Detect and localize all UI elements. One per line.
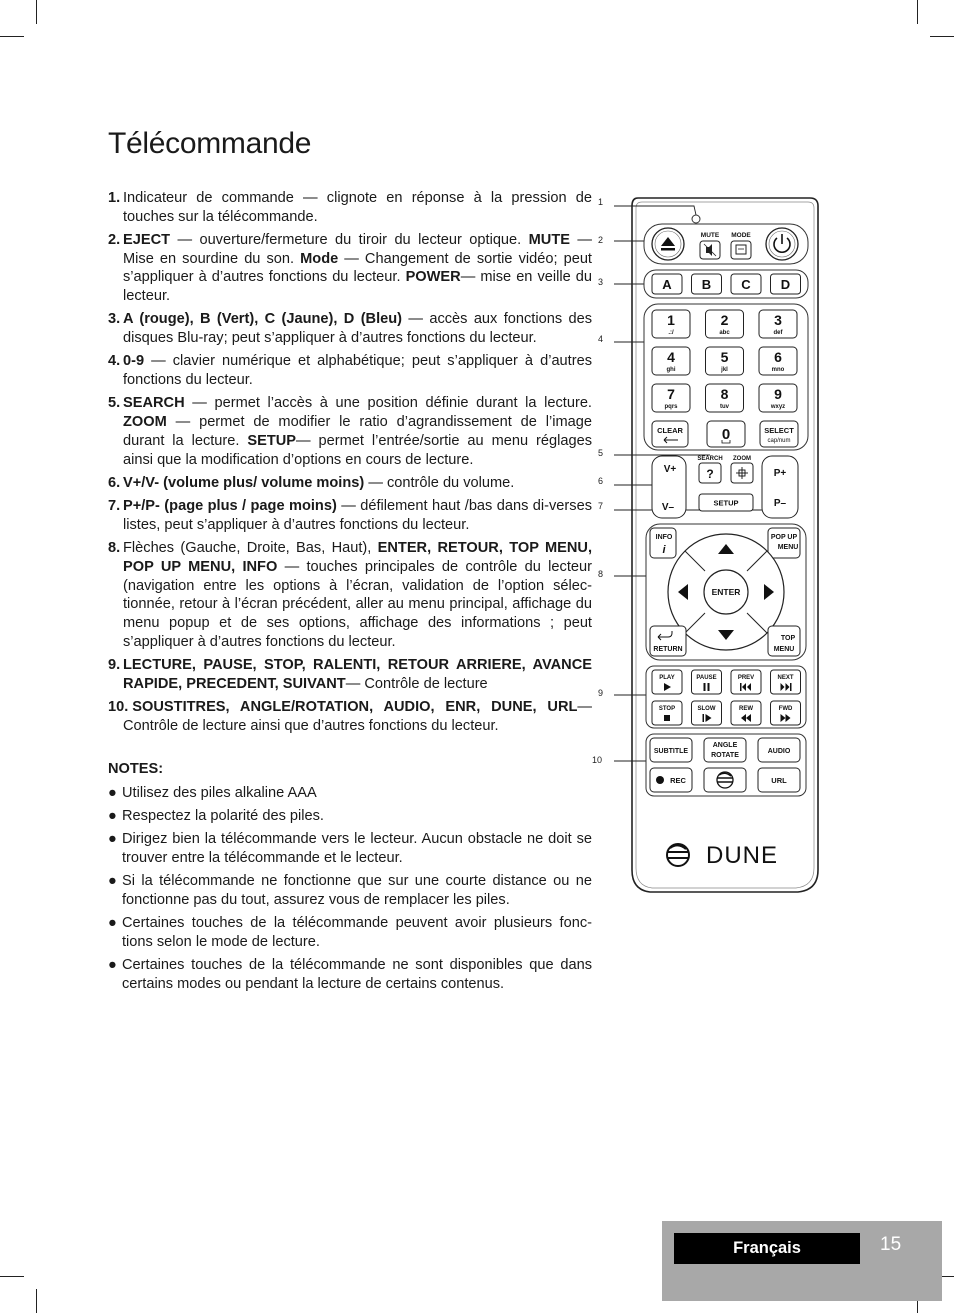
crop-mark	[36, 1289, 37, 1313]
record-dot-icon	[656, 776, 664, 784]
enter-label: ENTER	[711, 587, 741, 597]
digit-label: 7	[667, 386, 675, 402]
top-menu-label: MENU	[773, 646, 795, 653]
item-number: 3.	[108, 311, 121, 328]
select-label: SELECT	[764, 426, 794, 435]
transport-label: PAUSE	[696, 675, 717, 681]
note-text: Respectez la polarité des piles.	[122, 808, 324, 824]
digit-sub-label: abc	[719, 330, 730, 336]
note-text: Certaines touches de la télécommande peuvent avoir plusieurs fonc-tions selon le mode de lecture.	[122, 915, 592, 950]
list-item	[108, 497, 592, 534]
rec-label: REC	[670, 776, 686, 785]
popup-label: POP UP	[770, 534, 798, 541]
digit-sub-label: jkl	[721, 367, 728, 373]
zero-label: 0	[721, 426, 731, 443]
list-item	[108, 474, 592, 493]
notes-list	[108, 784, 592, 994]
item-number: 6.	[108, 474, 121, 491]
note-text: Certaines touches de la télécommande ne sont disponibles que dans certains modes ou pendant la lecture de certains contenus.	[122, 957, 592, 992]
crop-mark	[917, 0, 918, 24]
subtitle-label: SUBTITLE	[653, 748, 689, 755]
list-item	[108, 310, 592, 347]
info-icon: i	[662, 544, 666, 556]
transport-label: STOP	[658, 706, 676, 712]
angle-label: ANGLE	[712, 742, 738, 749]
item-number: 7.	[108, 498, 121, 515]
brand-name: DUNE	[705, 842, 779, 869]
list-item	[108, 189, 592, 226]
digit-label: 3	[774, 312, 782, 328]
p-minus-label: P–	[773, 498, 787, 509]
item-text: Flèches (Gauche, Droite, Bas, Haut), ENTER, RETOUR, TOP MENU, POP UP MENU, INFO — touches principales de contrôle du lecteur (navigation entre les options à l’écran, validation de l’option sélec-tionnée, retour à l’écran précédent, aller au menu principal, affichage du menu popup et de ses options, affichage des informations ; peut s’appliquer à d’autres fonctions du lecteur.	[123, 540, 593, 650]
audio-label: AUDIO	[767, 748, 791, 755]
list-item	[108, 539, 592, 651]
callout-7: 7	[598, 501, 604, 511]
top-label: TOP	[780, 635, 796, 642]
digit-sub-label: def	[773, 330, 783, 336]
item-text: EJECT — ouverture/fermeture du tiroir du lecteur optique. MUTE — Mise en sourdine du son. Mode — Changement de sortie vidéo; peut s’appliquer à d’autres fonctions du lecteur. POWER— mise en veille du lecteur.	[123, 232, 593, 305]
setup-label: SETUP	[713, 498, 739, 508]
note-text: Si la télécommande ne fonctionne que sur une courte distance ou ne fonctionne pas du tout, assurez vous de remplacer les piles.	[122, 873, 592, 908]
mode-label: MODE	[731, 232, 751, 239]
note-text: Utilisez des piles alkaline AAA	[122, 784, 317, 801]
transport-label: PREV	[737, 675, 755, 681]
callout-10: 10	[592, 755, 603, 765]
zoom-label: ZOOM	[733, 456, 751, 462]
callout-1: 1	[598, 197, 604, 207]
bullet-icon: ●	[108, 808, 117, 824]
footer-box	[662, 1221, 942, 1301]
digit-sub-label: tuv	[720, 404, 729, 410]
digit-label: 6	[774, 349, 782, 365]
play-button	[652, 670, 682, 694]
callout-8: 8	[598, 569, 604, 579]
list-item	[108, 231, 592, 306]
digit-label: 4	[667, 349, 675, 365]
transport-label: SLOW	[697, 706, 716, 712]
crop-mark	[0, 36, 24, 37]
callout-4: 4	[598, 334, 604, 344]
digit-label: 9	[774, 386, 782, 402]
crop-mark	[0, 1276, 24, 1277]
item-number: 9.	[108, 656, 121, 673]
crop-mark	[930, 36, 954, 37]
list-item	[108, 656, 592, 693]
list-item	[108, 394, 592, 469]
rotate-label: ROTATE	[711, 752, 739, 759]
digit-sub-label: .:/	[668, 330, 674, 336]
popup-menu-button	[768, 528, 800, 558]
note-item	[108, 807, 592, 826]
digit-label: 2	[720, 312, 729, 328]
note-item	[108, 830, 592, 867]
item-number: 2.	[108, 232, 121, 248]
digit-label: 1	[667, 312, 675, 328]
callout-6: 6	[598, 476, 604, 486]
page-title: Télécommande	[108, 127, 312, 160]
digit-sub-label: pqrs	[664, 404, 678, 410]
bullet-icon: ●	[108, 831, 117, 848]
note-item	[108, 784, 592, 803]
p-plus-label: P+	[773, 468, 787, 479]
note-item	[108, 914, 592, 951]
transport-label: REW	[739, 706, 753, 712]
stop-button	[652, 701, 682, 725]
slow-button	[692, 701, 722, 725]
note-text: Dirigez bien la télécommande vers le lecteur. Aucun obstacle ne doit se trouver entre la télécommande et le lecteur.	[122, 831, 592, 866]
transport-label: NEXT	[777, 675, 794, 681]
item-number: 5.	[108, 395, 121, 412]
bullet-icon: ●	[108, 915, 117, 932]
eject-button	[652, 228, 684, 260]
language-badge: Français	[674, 1233, 860, 1264]
clear-label: CLEAR	[657, 426, 683, 435]
question-icon: ?	[706, 467, 714, 481]
dune-brand-logo	[667, 842, 778, 869]
item-text: SEARCH — permet l’accès à une position définie durant la lecture. ZOOM — permet de modifier le ratio d’agrandissement de l’image durant la lecture. SETUP— permet l’entrée/sortie au menu réglages ainsi que la modification d’options en cours de lecture.	[123, 395, 592, 468]
color-key-label: D	[780, 277, 791, 292]
search-label: SEARCH	[697, 456, 723, 462]
transport-label: FWD	[778, 706, 793, 712]
digit-keys	[652, 310, 797, 412]
popup-menu-label: MENU	[777, 544, 799, 551]
item-number: 8.	[108, 540, 121, 557]
url-label: URL	[771, 776, 787, 785]
callout-numbers	[592, 197, 603, 765]
mute-label: MUTE	[700, 232, 720, 239]
dune-logo-icon	[717, 772, 733, 788]
v-plus-label: V+	[663, 464, 677, 475]
notes-section	[108, 760, 592, 998]
item-text: V+/V- (volume plus/ volume moins) — contrôle du volume.	[123, 474, 515, 491]
pause-button	[692, 670, 722, 694]
item-list	[108, 189, 592, 740]
callout-9: 9	[598, 688, 604, 698]
callout-2: 2	[598, 235, 604, 245]
info-label: INFO	[655, 534, 673, 541]
bullet-icon: ●	[108, 957, 117, 974]
bullet-icon: ●	[108, 873, 117, 890]
return-label: RETURN	[653, 646, 683, 653]
color-key-label: B	[701, 277, 712, 292]
item-text: A (rouge), B (Vert), C (Jaune), D (Bleu) — accès aux fonctions des disques Blu-ray; peut s’appliquer à d’autres fonctions du lecteur.	[123, 311, 592, 347]
transport-label: PLAY	[659, 675, 675, 681]
item-text: Indicateur de commande — clignote en réponse à la pression de touches sur la télécommande.	[123, 190, 592, 225]
note-item	[108, 872, 592, 909]
notes-title: NOTES:	[108, 761, 164, 777]
remote-control-illustration	[592, 190, 828, 902]
item-number: 1.	[108, 190, 121, 206]
digit-label: 8	[720, 386, 729, 402]
item-text: LECTURE, PAUSE, STOP, RALENTI, RETOUR ARRIERE, AVANCE RAPIDE, PRECEDENT, SUIVANT— Contrôle de lecture	[123, 656, 592, 692]
item-number: 10.	[108, 698, 129, 715]
page-number: 15	[880, 1234, 902, 1255]
digit-label: 5	[720, 349, 729, 365]
item-text: P+/P- (page plus / page moins) — défilement haut /bas dans di-verses listes, peut s’appliquer à d’autres fonctions du lecteur.	[123, 498, 592, 533]
digit-sub-label: mno	[771, 367, 785, 373]
crop-mark	[36, 0, 37, 24]
item-text: 0-9 — clavier numérique et alphabétique; peut s’appliquer à d’autres fonctions du lecteur.	[123, 353, 592, 389]
item-text: SOUSTITRES, ANGLE/ROTATION, AUDIO, ENR, DUNE, URL— Contrôle de lecture ainsi que d’autres fonctions du lecteur.	[123, 698, 592, 734]
digit-sub-label: wxyz	[770, 404, 786, 410]
callout-3: 3	[598, 277, 604, 287]
stop-icon	[664, 715, 670, 721]
note-item	[108, 956, 592, 993]
bullet-icon: ●	[108, 784, 117, 801]
v-minus-label: V–	[661, 502, 675, 513]
callout-5: 5	[598, 448, 604, 458]
color-key-label: A	[662, 277, 672, 292]
item-number: 4.	[108, 353, 121, 370]
indicator-led	[692, 215, 700, 223]
list-item	[108, 352, 592, 389]
list-item	[108, 698, 592, 735]
select-sub-label: cap/num	[767, 438, 791, 444]
color-key-label: C	[741, 277, 751, 292]
digit-sub-label: ghi	[666, 367, 676, 373]
mode-button	[731, 241, 751, 259]
power-button	[766, 228, 798, 260]
